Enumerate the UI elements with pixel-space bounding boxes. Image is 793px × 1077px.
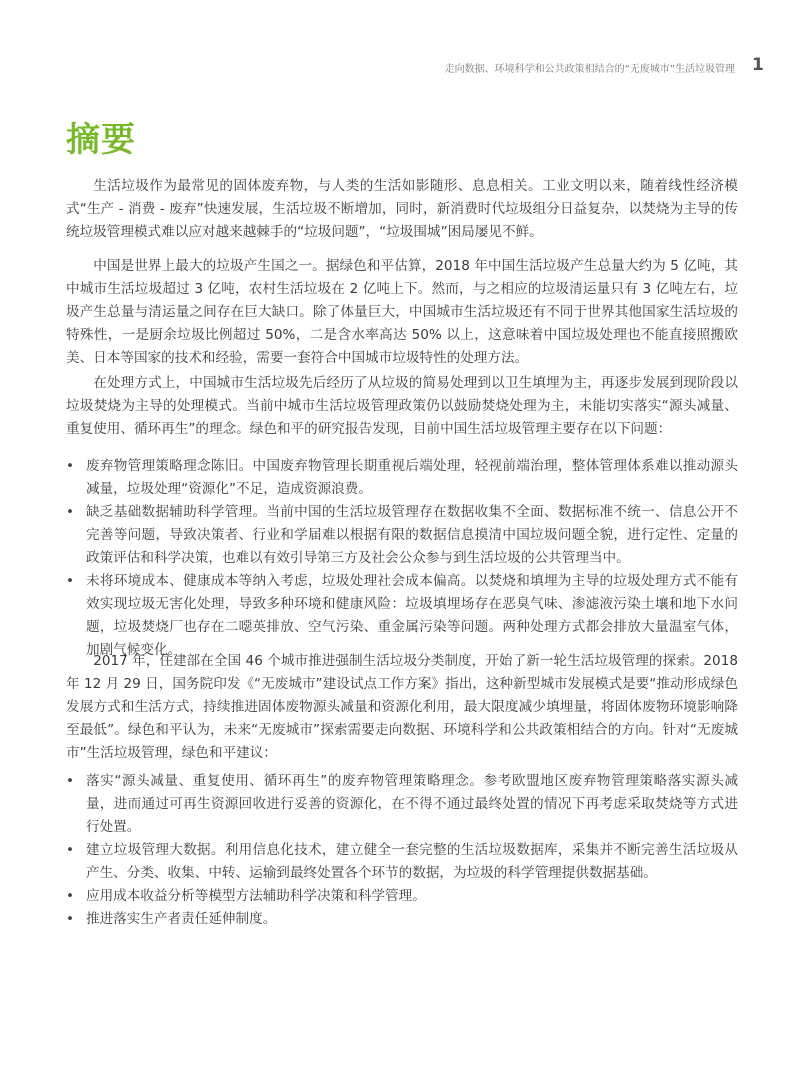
paragraph-intro [66, 175, 738, 244]
list-item: • 落实“源头减量、重复使用、循环再生”的废弃物管理策略理念。参考欧盟地区废弃物管理策略落实源头减量，进而通过可再生资源回收进行妥善的资源化，在不得不通过最终处置的情况下再考虑采取焚烧等方式进行处置。 [66, 770, 738, 839]
paragraph: 中国是世界上最大的垃圾产生国之一。据绿色和平估算，2018 年中国生活垃圾产生总量大约为 5 亿吨，其中城市生活垃圾超过 3 亿吨，农村生活垃圾在 2 亿吨上下。然而，与之相应的垃圾清运量只有 3 亿吨左右，垃圾产生总量与清运量之间存在巨大缺口。除了体量巨大，中国城市生活垃圾还有不同于世界其他国家生活垃圾的特殊性，一是厨余垃圾比例超过 50%，二是含水率高达 50% 以上，这意味着中国垃圾处理也不能直接照搬欧美、日本等国家的技术和经验，需要一套符合中国城市垃圾特性的处理方法。 [66, 258, 738, 366]
list-item: • 缺乏基础数据辅助科学管理。当前中国的生活垃圾管理存在数据收集不全面、数据标准不统一、信息公开不完善等问题，导致决策者、行业和学届难以根据有限的数据信息摸清中国垃圾问题全貌，进行定性、定量的政策评估和科学决策，也难以有效引导第三方及社会公众参与到生活垃圾的公共管理当中。 [66, 501, 738, 570]
list-item: • 废弃物管理策略理念陈旧。中国废弃物管理长期重视后端处理，轻视前端治理，整体管理体系难以推动源头减量，垃圾处理“资源化”不足，造成资源浪费。 [66, 455, 738, 501]
page-number: 1 [752, 55, 764, 75]
list-item: • 应用成本收益分析等模型方法辅助科学决策和科学管理。 [66, 885, 738, 908]
paragraph-policy [66, 650, 738, 765]
running-header: 走向数据、环境科学和公共政策相结合的“无废城市”生活垃圾管理 [444, 64, 735, 75]
list-item: • 推进落实生产者责任延伸制度。 [66, 908, 738, 931]
page-title: 摘要 [66, 120, 136, 160]
paragraph: 生活垃圾作为最常见的固体废弃物，与人类的生活如影随形、息息相关。工业文明以来，随着线性经济模式“生产 - 消费 - 废弃”快速发展，生活垃圾不断增加，同时，新消费时代垃圾组分日益复杂，以焚烧为主导的传统垃圾管理模式难以应对越来越棘手的“垃圾问题”，“垃圾围城”困局屡见不鲜。 [66, 178, 738, 240]
paragraph: 在处理方式上，中国城市生活垃圾先后经历了从垃圾的简易处理到以卫生填埋为主，再逐步发展到现阶段以垃圾焚烧为主导的处理模式。当前中城市生活垃圾管理政策仍以鼓励焚烧处理为主，未能切实落实“源头减量、重复使用、循环再生”的理念。绿色和平的研究报告发现，目前中国生活垃圾管理主要存在以下问题： [66, 375, 738, 437]
paragraph: 2017 年，住建部在全国 46 个城市推进强制生活垃圾分类制度，开始了新一轮生活垃圾管理的探索。2018 年 12 月 29 日，国务院印发《“无废城市”建设试点工作方案》指出，这种新型城市发展模式是要“推动形成绿色发展方式和生活方式，持续推进固体废物源头减量和资源化利用，最大限度减少填埋量，将固体废物环境影响降至最低”。绿色和平认为，未来“无废城市”探索需要走向数据、环境科学和公共政策相结合的方向。针对“无废城市”生活垃圾管理，绿色和平建议： [66, 653, 738, 761]
list-item: • 建立垃圾管理大数据。利用信息化技术，建立健全一套完整的生活垃圾数据库，采集并不断完善生活垃圾从产生、分类、收集、中转、运输到最终处置各个环节的数据，为垃圾的科学管理提供数据基础。 [66, 839, 738, 885]
paragraph-scale [66, 255, 738, 370]
recommendations-list [66, 770, 738, 931]
problems-list [66, 455, 738, 662]
list-item: • 未将环境成本、健康成本等纳入考虑，垃圾处理社会成本偏高。以焚烧和填埋为主导的垃圾处理方式不能有效实现垃圾无害化处理，导致多种环境和健康风险：垃圾填埋场存在恶臭气味、渗滤液污染土壤和地下水问题，垃圾焚烧厂也存在二噁英排放、空气污染、重金属污染等问题。两种处理方式都会排放大量温室气体，加剧气候变化。 [66, 570, 738, 662]
paragraph-treatment [66, 372, 738, 441]
